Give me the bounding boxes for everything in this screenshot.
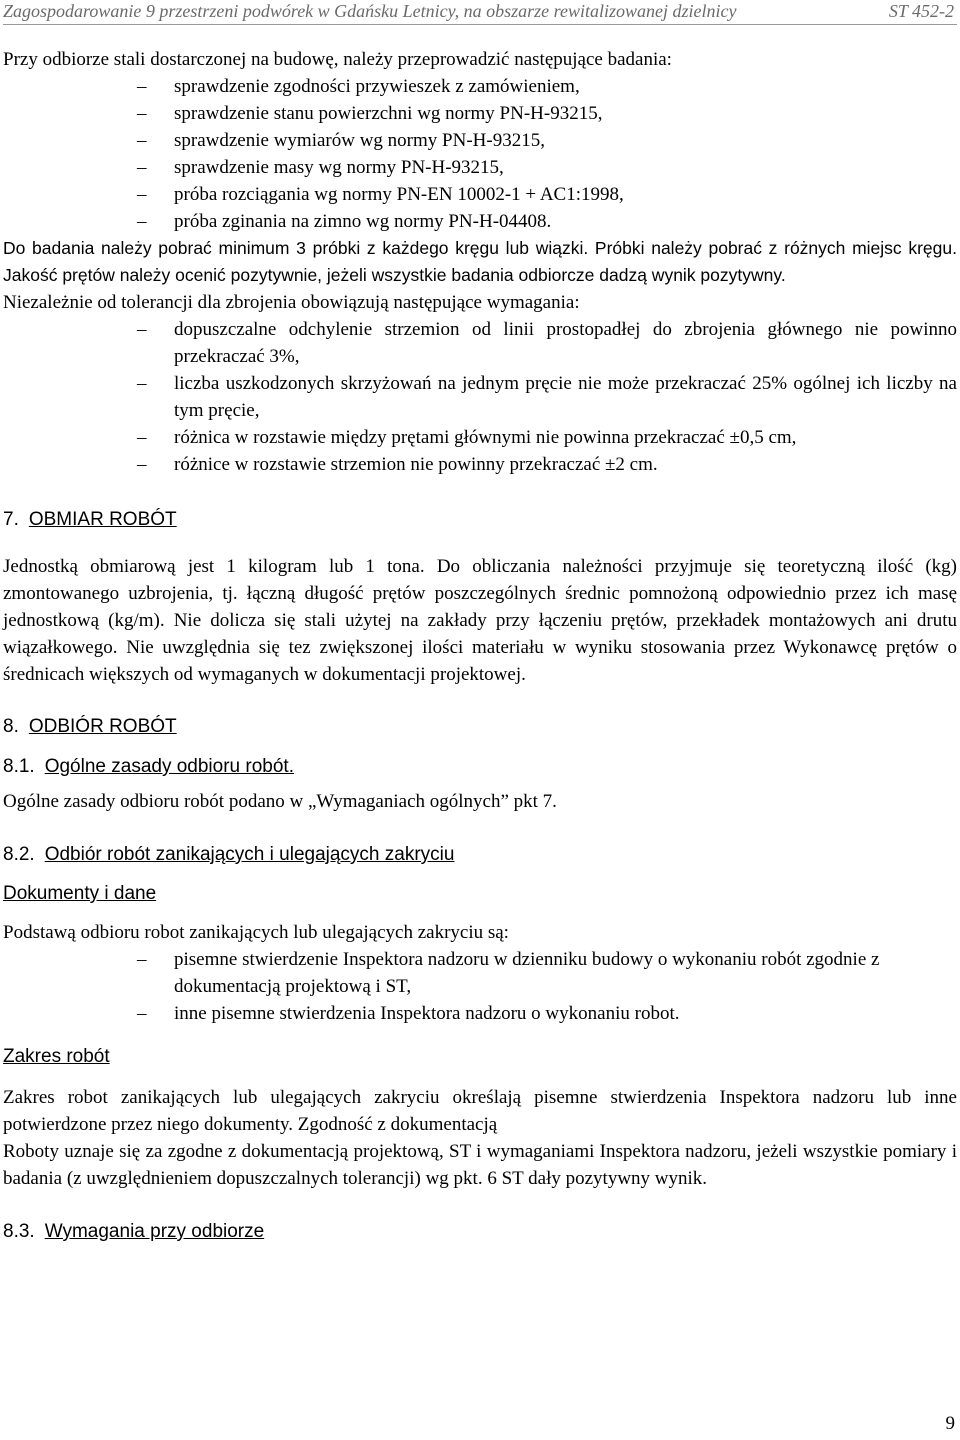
dash-bullet: – [137, 130, 147, 151]
dash-bullet: – [137, 454, 147, 475]
list-item: – liczba uszkodzonych skrzyżowań na jednym pręcie nie może przekraczać 25% ogólnej ich liczby na tym pręcie, [3, 370, 957, 424]
list-item: – sprawdzenie wymiarów wg normy PN-H-93215, [3, 127, 957, 154]
dash-bullet: – [137, 184, 147, 205]
section-8-1-heading: 8.1. Ogólne zasady odbioru robót. [3, 756, 294, 777]
list-item: – różnica w rozstawie między prętami głównymi nie powinna przekraczać ±0,5 cm, [3, 424, 957, 451]
dash-bullet: – [137, 76, 147, 97]
section-7-text: Jednostką obmiarową jest 1 kilogram lub 1 tona. Do obliczania należności przyjmuje się teoretyczną ilość (kg) zmontowanego uzbrojenia, tj. łączną długość prętów poszczególnych średnic pomnożoną odpowiednio przez ich masę jednostkową (kg/m). Nie dolicza się stali użytej na zakłady przy łączeniu prętów, przekładek montażowych ani drutu wiązałkowego. Nie uwzględnia się tez zwiększonej ilości materiału w wyniku stosowania przez Wykonawcę prętów o średnicach większych od wymaganych w dokumentacji projektowej. [3, 556, 957, 685]
list-item: – sprawdzenie masy wg normy PN-H-93215, [3, 154, 957, 181]
page-content [3, 46, 957, 1245]
page-number: 9 [945, 1413, 955, 1434]
documents-heading: Dokumenty i dane [3, 883, 157, 904]
documents-intro: Podstawą odbioru robot zanikających lub ulegających zakryciu są: [3, 922, 509, 943]
list-item: – próba zginania na zimno wg normy PN-H-04408. [3, 208, 957, 235]
list-item: – próba rozciągania wg normy PN-EN 10002-1 + AC1:1998, [3, 181, 957, 208]
dash-bullet: – [137, 373, 147, 394]
dash-bullet: – [137, 1003, 147, 1024]
dash-bullet: – [137, 103, 147, 124]
dash-bullet: – [137, 949, 147, 970]
section-7-heading: 7. OBMIAR ROBÓT [3, 509, 177, 530]
section-8-heading: 8. ODBIÓR ROBÓT [3, 716, 177, 737]
receiving-intro: Przy odbiorze stali dostarczonej na budowę, należy przeprowadzić następujące badania: [3, 49, 672, 70]
list-item: – pisemne stwierdzenie Inspektora nadzoru w dzienniku budowy o wykonaniu robót zgodnie z dokumentacją projektową i ST, [3, 946, 957, 1000]
section-8-1-text: Ogólne zasady odbioru robót podano w „Wymaganiach ogólnych” pkt 7. [3, 791, 557, 812]
section-8-2-heading: 8.2. Odbiór robót zanikających i ulegających zakryciu [3, 844, 455, 865]
dash-bullet: – [137, 211, 147, 232]
samples-paragraph: Do badania należy pobrać minimum 3 próbki z każdego kręgu lub wiązki. Próbki należy pobrać z różnych miejsc kręgu. Jakość prętów należy ocenić pozytywnie, jeżeli wszystkie badania odbiorcze dadzą wynik pozytywny. [3, 238, 957, 285]
header-spec-code: ST 452-2 [888, 1, 954, 21]
scope-heading: Zakres robót [3, 1046, 110, 1067]
tolerance-intro: Niezależnie od tolerancji dla zbrojenia obowiązują następujące wymagania: [3, 292, 580, 313]
dash-bullet: – [137, 427, 147, 448]
header-title: Zagospodarowanie 9 przestrzeni podwórek w Gdańsku Letnicy, na obszarze rewitalizowanej dzielnicy [3, 1, 737, 21]
list-item: – sprawdzenie stanu powierzchni wg normy PN-H-93215, [3, 100, 957, 127]
documents-list [3, 946, 957, 1027]
dash-bullet: – [137, 319, 147, 340]
page-header [3, 0, 957, 25]
list-item: – różnice w rozstawie strzemion nie powinny przekraczać ±2 cm. [3, 451, 957, 478]
dash-bullet: – [137, 157, 147, 178]
section-8-3-heading: 8.3. Wymagania przy odbiorze [3, 1221, 265, 1242]
scope-text: Zakres robot zanikających lub ulegających zakryciu określają pisemne stwierdzenia Inspektora nadzoru lub inne potwierdzone przez niego dokumenty. Zgodność z dokumentacją [3, 1087, 957, 1135]
list-item: – dopuszczalne odchylenie strzemion od linii prostopadłej do zbrojenia głównego nie powinno przekraczać 3%, [3, 316, 957, 370]
conformity-text: Roboty uznaje się za zgodne z dokumentacją projektową, ST i wymaganiami Inspektora nadzoru, jeżeli wszystkie pomiary i badania (z uwzględnieniem dopuszczalnych tolerancji) wg pkt. 6 ST dały pozytywny wynik. [3, 1141, 957, 1189]
tests-list [3, 73, 957, 235]
list-item: – sprawdzenie zgodności przywieszek z zamówieniem, [3, 73, 957, 100]
tolerance-list [3, 316, 957, 478]
list-item: – inne pisemne stwierdzenia Inspektora nadzoru o wykonaniu robot. [3, 1000, 957, 1027]
